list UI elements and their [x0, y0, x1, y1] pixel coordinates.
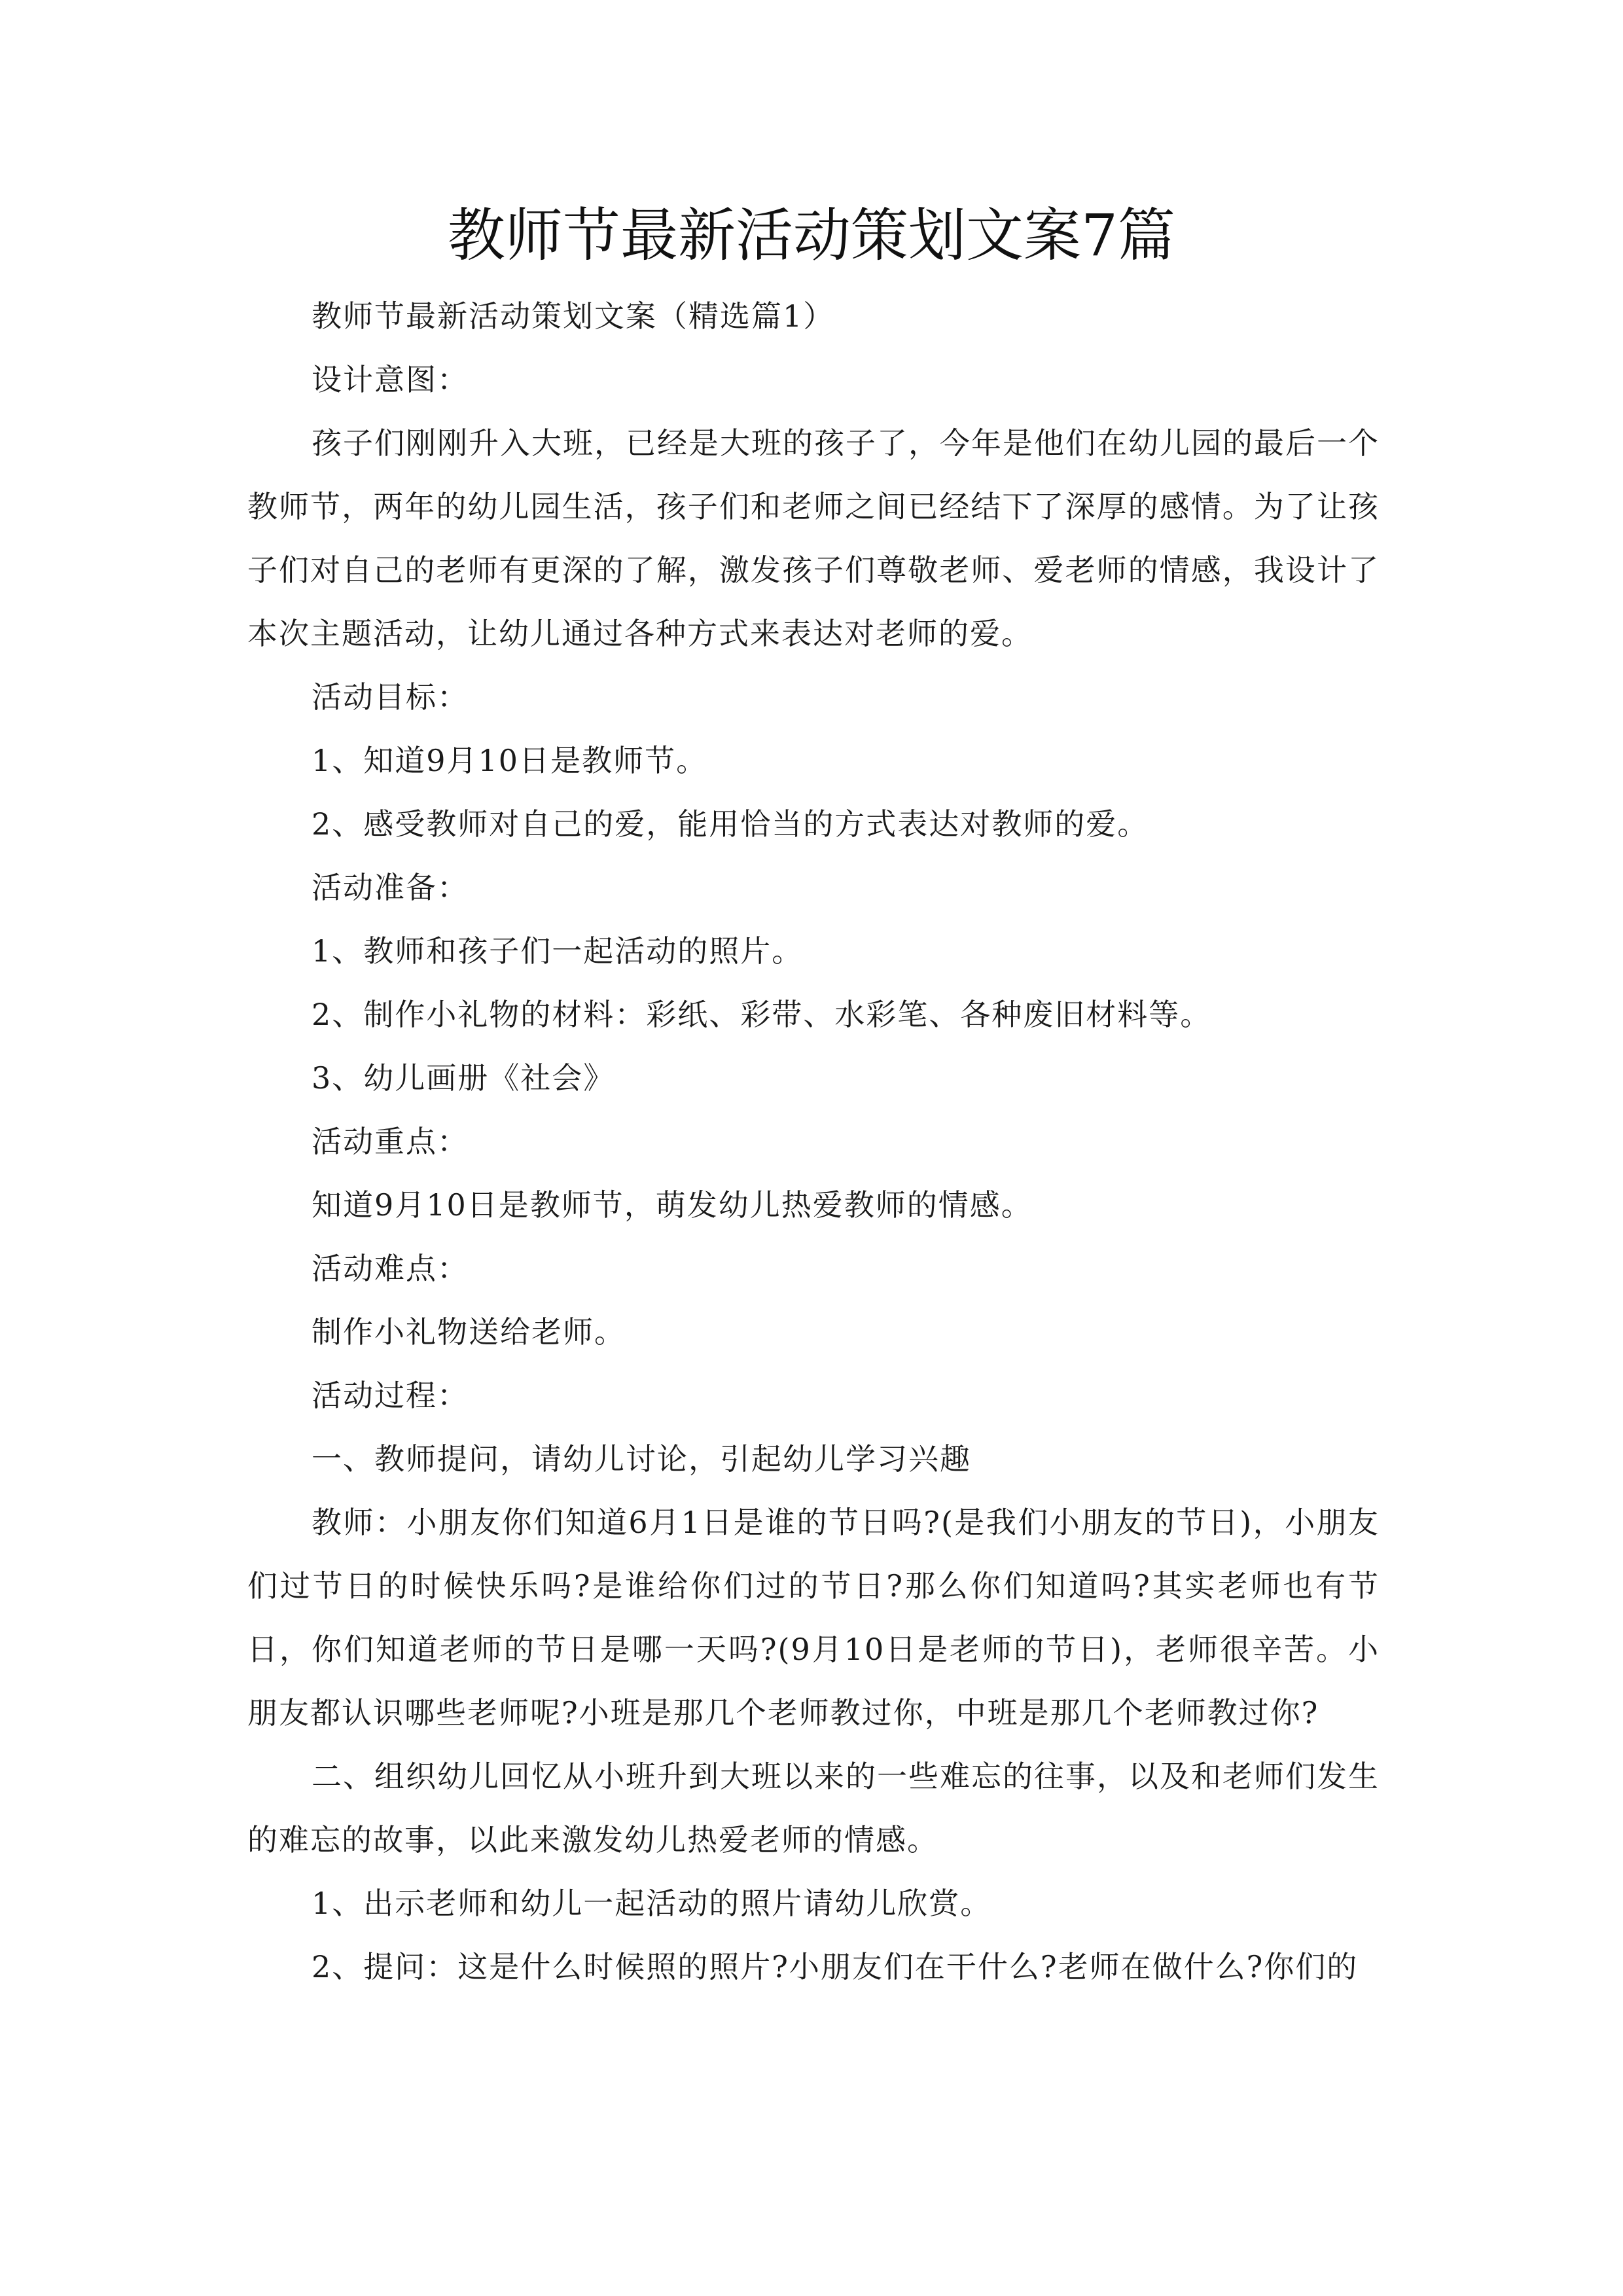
paragraph-goals-heading: 活动目标：: [312, 679, 469, 715]
paragraph-section-heading: 教师节最新活动策划文案（精选篇1）: [312, 298, 835, 334]
paragraph-teacher-dialogue: 教师：小朋友你们知道6月1日是谁的节日吗?(是我们小朋友的节日)，小朋友们过节日的时候快乐吗?是谁给你们过的节日?那么你们知道吗?其实老师也有节日，你们知道老师的节日是哪一天吗?(9月10日是老师的节日)，老师很辛苦。小朋友都认识哪些老师呢?小班是那几个老师教过你，中班是那几个老师教过你?: [247, 1505, 1380, 1731]
paragraph-difficulty-heading: 活动难点：: [312, 1251, 469, 1286]
paragraph-goal-1: 1、知道9月10日是教师节。: [312, 743, 708, 778]
paragraph-process-step-1: 一、教师提问，请幼儿讨论，引起幼儿学习兴趣: [312, 1441, 971, 1477]
paragraph-preparation-3: 3、幼儿画册《社会》: [312, 1060, 615, 1096]
document-title: 教师节最新活动策划文案7篇: [448, 202, 1175, 269]
paragraph-design-intent-heading: 设计意图：: [312, 362, 469, 397]
paragraph-key-point: 知道9月10日是教师节，萌发幼儿热爱教师的情感。: [312, 1187, 1033, 1223]
document-body: [247, 285, 1380, 1999]
paragraph-process-step-2: 二、组织幼儿回忆从小班升到大班以来的一些难忘的往事，以及和老师们发生的难忘的故事，以此来激发幼儿热爱老师的情感。: [247, 1759, 1380, 1857]
paragraph-difficulty: 制作小礼物送给老师。: [312, 1314, 626, 1350]
paragraph-design-intent: 孩子们刚刚升入大班，已经是大班的孩子了，今年是他们在幼儿园的最后一个教师节，两年的幼儿园生活，孩子们和老师之间已经结下了深厚的感情。为了让孩子们对自己的老师有更深的了解，激发孩子们尊敬老师、爱老师的情感，我设计了本次主题活动，让幼儿通过各种方式来表达对老师的爱。: [247, 425, 1380, 651]
paragraph-process-heading: 活动过程：: [312, 1378, 469, 1413]
paragraph-step-2-item-1: 1、出示老师和幼儿一起活动的照片请幼儿欣赏。: [312, 1886, 992, 1921]
paragraph-preparation-2: 2、制作小礼物的材料：彩纸、彩带、水彩笔、各种废旧材料等。: [312, 997, 1212, 1032]
paragraph-step-2-item-2: 2、提问：这是什么时候照的照片?小朋友们在干什么?老师在做什么?你们的: [312, 1949, 1359, 1984]
paragraph-preparation-heading: 活动准备：: [312, 870, 469, 905]
paragraph-goal-2: 2、感受教师对自己的爱，能用恰当的方式表达对教师的爱。: [312, 806, 1149, 842]
paragraph-preparation-1: 1、教师和孩子们一起活动的照片。: [312, 933, 804, 969]
paragraph-key-point-heading: 活动重点：: [312, 1124, 469, 1159]
